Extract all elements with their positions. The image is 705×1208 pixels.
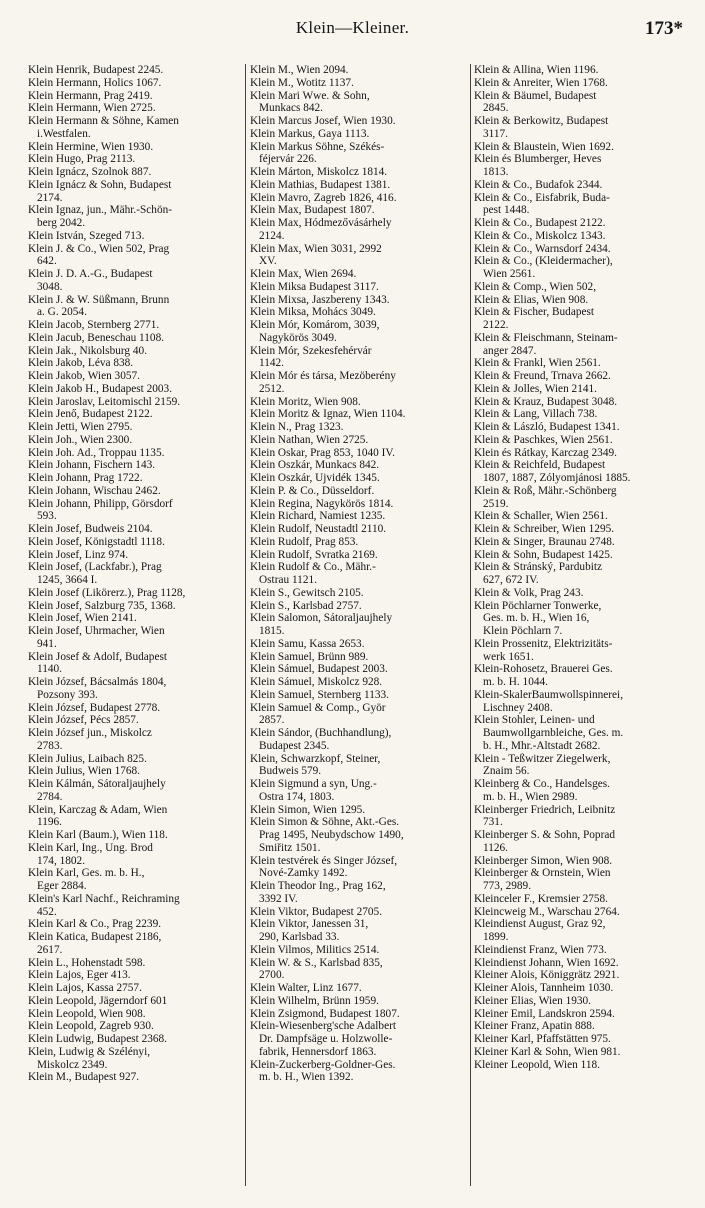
directory-entry-line: Kleiner Karl, Pfaffstätten 975.: [474, 1033, 611, 1045]
directory-entry-line: Klein S., Gewitsch 2105.: [250, 586, 364, 599]
directory-entry-line: Klein Mathias, Budapest 1381.: [250, 178, 391, 191]
directory-entry-line: Klein Leopold, Wien 908.: [28, 1007, 146, 1020]
directory-entry-line: 1142.: [259, 357, 284, 370]
directory-entry-line: Klein & Schaller, Wien 2561.: [474, 510, 608, 523]
directory-entry-line: Klein N., Prag 1323.: [250, 421, 344, 433]
directory-entry-line: Kleinberger & Ornstein, Wien: [474, 867, 611, 880]
directory-entry-line: Ostra 174, 1803.: [259, 790, 335, 803]
directory-entry-line: Klein Leopold, Zagreb 930.: [28, 1020, 154, 1033]
directory-entry-line: Klein & Lang, Villach 738.: [474, 408, 598, 421]
directory-entry-line: Klein Josef, Königstadtl 1118.: [28, 535, 165, 548]
entries-column-1: [28, 64, 240, 1084]
directory-entry-line: Klein & Co., Eisfabrik, Buda-: [474, 191, 610, 204]
directory-entry-line: Klein Ludwig, Budapest 2368.: [28, 1033, 167, 1045]
directory-entry-line: Nové-Zamky 1492.: [259, 867, 348, 880]
directory-entry-line: Klein W. & S., Karlsbad 835,: [250, 956, 383, 969]
directory-entry-line: Kleiner Leopold, Wien 118.: [474, 1058, 600, 1071]
directory-entry-line: Klein, Schwarzkopf, Steiner,: [250, 752, 381, 765]
directory-entry-line: Klein & Freund, Trnava 2662.: [474, 370, 611, 382]
directory-entry-line: Klein Pöchlarner Tonwerke,: [474, 599, 602, 612]
directory-entry-line: Lischney 2408.: [483, 701, 553, 714]
directory-entry-line: Klein - Teßwitzer Ziegelwerk,: [474, 752, 611, 765]
directory-entry-line: Smiřitz 1501.: [259, 841, 321, 854]
directory-entry-line: Klein M., Budapest 927.: [28, 1071, 140, 1084]
directory-entry-line: Klein Moritz, Wien 908.: [250, 395, 361, 408]
directory-entry-line: Klein Ignácz, Szolnok 887.: [28, 166, 152, 178]
directory-entry-line: Kleiner Franz, Apatin 888.: [474, 1020, 595, 1033]
directory-entry-line: 2174.: [37, 191, 63, 204]
directory-entry-line: Klein & Krauz, Budapest 3048.: [474, 395, 618, 408]
directory-entry-line: Munkacs 842.: [259, 102, 324, 115]
directory-entry-line: Klein Hermann & Söhne, Kamen: [28, 115, 179, 127]
directory-entry-line: Klein Leopold, Jägerndorf 601: [28, 994, 168, 1007]
directory-entry-line: Klein Josef, Uhrmacher, Wien: [28, 625, 165, 637]
directory-entry-line: Klein Prossenitz, Elektrizitäts-: [474, 637, 613, 650]
directory-entry-line: Klein & Anreiter, Wien 1768.: [474, 76, 608, 89]
directory-entry-line: Znaim 56.: [483, 765, 530, 778]
directory-entry-line: Klein Samuel, Brünn 989.: [250, 650, 369, 663]
directory-entry-line: i.Westfalen.: [37, 127, 91, 140]
directory-entry-line: 452.: [37, 905, 57, 918]
directory-entry-line: Ostrau 1121.: [259, 574, 317, 586]
directory-entry-line: Klein Markus, Gaya 1113.: [250, 127, 370, 140]
column-divider: [245, 64, 246, 1186]
directory-entry-line: werk 1651.: [483, 650, 534, 663]
directory-entry-line: Klein J. & W. Süßmann, Brunn: [28, 293, 170, 306]
directory-entry-line: Prag 1495, Neubydschow 1490,: [259, 829, 404, 841]
directory-entry-line: Klein Ignácz & Sohn, Budapest: [28, 178, 172, 191]
directory-entry-line: Nagykörös 3049.: [259, 331, 337, 344]
directory-entry-line: Klein & Co., Budafok 2344.: [474, 178, 603, 191]
directory-entry-line: 2700.: [259, 969, 285, 982]
directory-entry-line: 642.: [37, 255, 57, 268]
directory-entry-line: Klein & Jolles, Wien 2141.: [474, 382, 597, 395]
directory-entry-line: m. b. H. 1044.: [483, 676, 548, 688]
directory-entry-line: Klein & Stránský, Pardubitz: [474, 561, 603, 574]
page-header: [0, 18, 705, 44]
directory-entry-line: Klein Stohler, Leinen- und: [474, 714, 595, 727]
directory-entry-line: Klein J. & Co., Wien 502, Prag: [28, 242, 170, 255]
directory-entry-line: Klein-Rohosetz, Brauerei Ges.: [474, 663, 613, 676]
directory-entry-line: Klein Johann, Philipp, Görsdorf: [28, 497, 173, 510]
directory-entry-line: a. G. 2054.: [37, 306, 87, 319]
directory-entry-line: Klein Josef, Salzburg 735, 1368.: [28, 599, 176, 612]
directory-entry-line: pest 1448.: [483, 204, 530, 217]
directory-entry-line: Klein József, Budapest 2778.: [28, 701, 161, 714]
directory-entry-line: Klein Julius, Laibach 825.: [28, 752, 147, 765]
directory-entry-line: 174, 1802.: [37, 854, 86, 867]
directory-entry-line: Klein-SkalerBaumwollspinnerei,: [474, 688, 624, 701]
directory-entry-line: 2122.: [483, 319, 509, 331]
directory-entry-line: Klein & Singer, Braunau 2748.: [474, 535, 615, 548]
directory-entry-line: Klein Lajos, Kassa 2757.: [28, 982, 142, 994]
directory-entry-line: Klein Hermine, Wien 1930.: [28, 140, 154, 153]
directory-entry-line: Klein Hermann, Wien 2725.: [28, 102, 156, 115]
directory-entry-line: 2783.: [37, 739, 63, 752]
directory-entry-line: Dr. Dampfsäge u. Holzwolle-: [259, 1033, 393, 1045]
directory-entry-line: Klein és Blumberger, Heves: [474, 153, 602, 166]
directory-entry-line: Klein Zsigmond, Budapest 1807.: [250, 1007, 400, 1020]
directory-entry-line: Klein Oszkár, Munkacs 842.: [250, 459, 380, 472]
directory-entry-line: Klein & Co., Warnsdorf 2434.: [474, 242, 611, 255]
directory-entry-line: Klein Josef, (Lackfabr.), Prag: [28, 561, 162, 574]
directory-entry-line: Klein Karl, Ges. m. b. H.,: [28, 867, 145, 880]
directory-entry-line: Klein Jakob, Wien 3057.: [28, 370, 140, 382]
directory-entry-line: Klein Mór és társa, Mezöberény: [250, 370, 396, 382]
directory-entry-line: m. b. H., Wien 2989.: [483, 790, 578, 803]
directory-entry-line: Klein Richard, Namiest 1235.: [250, 510, 386, 523]
directory-entry-line: Klein Johann, Wischau 2462.: [28, 484, 161, 497]
directory-entry-line: Klein Jacub, Beneschau 1108.: [28, 331, 165, 344]
directory-entry-line: m. b. H., Wien 1392.: [259, 1071, 354, 1084]
directory-entry-line: Klein Henrik, Budapest 2245.: [28, 64, 164, 76]
directory-entry-line: Klein Ignaz, jun., Mähr.-Schön-: [28, 204, 173, 217]
directory-entry-line: Klein & Bäumel, Budapest: [474, 89, 597, 102]
directory-entry-line: Kleinberg & Co., Handelsges.: [474, 778, 610, 790]
directory-entry-line: Klein Hermann, Holics 1067.: [28, 76, 162, 89]
directory-entry-line: Klein Karl (Baum.), Wien 118.: [28, 829, 168, 841]
directory-entry-line: Klein Hugo, Prag 2113.: [28, 153, 136, 166]
entries-column-3: [474, 64, 689, 1071]
directory-entry-line: 773, 2989.: [483, 880, 532, 892]
directory-entry-line: Klein & Berkowitz, Budapest: [474, 115, 609, 127]
directory-entry-line: Klein & Paschkes, Wien 2561.: [474, 433, 613, 446]
directory-entry-line: Klein S., Karlsbad 2757.: [250, 599, 362, 612]
directory-entry-line: Klein Rudolf, Svratka 2169.: [250, 548, 378, 561]
directory-entry-line: Klein Josef (Likörerz.), Prag 1128,: [28, 586, 186, 599]
directory-entry-line: Klein Rudolf, Prag 853.: [250, 535, 359, 548]
directory-entry-line: Klein Jetti, Wien 2795.: [28, 421, 133, 433]
directory-entry-line: Klein Jak., Nikolsburg 40.: [28, 344, 148, 357]
directory-entry-line: Klein Theodor Ing., Prag 162,: [250, 880, 386, 892]
directory-entry-line: Klein-Zuckerberg-Goldner-Ges.: [250, 1058, 396, 1071]
directory-entry-line: Klein Josef, Linz 974.: [28, 548, 129, 561]
directory-entry-line: Klein, Ludwig & Szélényi,: [28, 1045, 151, 1058]
directory-entry-line: Klein Márton, Miskolcz 1814.: [250, 166, 388, 178]
directory-entry-line: Klein testvérek és Singer József,: [250, 854, 398, 867]
directory-entry-line: 3048.: [37, 280, 63, 293]
directory-entry-line: anger 2847.: [483, 344, 537, 357]
directory-entry-line: Kleiner Elias, Wien 1930.: [474, 994, 591, 1007]
directory-entry-line: Klein Mixsa, Jaszbereny 1343.: [250, 293, 390, 306]
directory-entry-line: féjervár 226.: [259, 153, 317, 166]
directory-entry-line: Wien 2561.: [483, 268, 536, 280]
directory-entry-line: Klein József, Bácsalmás 1804,: [28, 676, 167, 688]
directory-entry-line: 1807, 1887, Zólyomjánosi 1885.: [483, 472, 631, 484]
directory-entry-line: Klein Mór, Szekesfehérvár: [250, 344, 372, 357]
directory-entry-line: Klein Sándor, (Buchhandlung),: [250, 727, 392, 739]
directory-entry-line: Klein Regina, Nagykörös 1814.: [250, 497, 394, 510]
directory-entry-line: 593.: [37, 510, 57, 523]
directory-entry-line: Kleindienst August, Graz 92,: [474, 918, 606, 931]
directory-entry-line: berg 2042.: [37, 217, 86, 229]
directory-entry-line: fabrik, Hennersdorf 1863.: [259, 1045, 377, 1058]
directory-entry-line: Klein Sigmund a syn, Ung.-: [250, 778, 377, 790]
directory-entry-line: 2617.: [37, 943, 63, 956]
directory-entry-line: Klein Rudolf, Neustadtl 2110.: [250, 523, 387, 535]
directory-entry-line: Klein József, Pécs 2857.: [28, 714, 139, 727]
directory-entry-line: Klein & Roß, Mähr.-Schönberg: [474, 484, 617, 497]
directory-entry-line: Klein & Co., Budapest 2122.: [474, 217, 606, 229]
directory-entry-line: 1245, 3664 I.: [37, 574, 98, 586]
directory-entry-line: Kleiner Alois, Tannheim 1030.: [474, 982, 614, 994]
directory-entry-line: Klein & Frankl, Wien 2561.: [474, 357, 601, 370]
directory-entry-line: 1196.: [37, 816, 62, 829]
directory-entry-line: Klein & Reichfeld, Budapest: [474, 459, 606, 472]
directory-entry-line: 627, 672 IV.: [483, 574, 539, 586]
directory-entry-line: Klein L., Hohenstadt 598.: [28, 956, 146, 969]
directory-entry-line: Klein Max, Wien 3031, 2992: [250, 242, 382, 255]
directory-entry-line: Klein Markus Söhne, Székés-: [250, 140, 385, 153]
directory-entry-line: Klein és Rátkay, Karczag 2349.: [474, 446, 617, 459]
directory-entry-line: 1813.: [483, 166, 509, 178]
directory-entry-line: Klein Lajos, Eger 413.: [28, 969, 131, 982]
directory-entry-line: Klein P. & Co., Düsseldorf.: [250, 484, 375, 497]
directory-entry-line: Klein Sámuel, Miskolcz 928.: [250, 676, 383, 688]
directory-entry-line: Kleinberger Simon, Wien 908.: [474, 854, 613, 867]
directory-entry-line: Pozsony 393.: [37, 688, 98, 701]
directory-entry-line: Kleiner Karl & Sohn, Wien 981.: [474, 1045, 621, 1058]
directory-entry-line: Klein Mavro, Zagreb 1826, 416.: [250, 191, 397, 204]
column-divider: [470, 64, 471, 1186]
directory-entry-line: Klein Julius, Wien 1768.: [28, 765, 140, 778]
directory-entry-line: Klein & Elias, Wien 908.: [474, 293, 589, 306]
directory-entry-line: Klein Pöchlarn 7.: [483, 625, 563, 637]
directory-entry-line: Klein Katica, Budapest 2186,: [28, 931, 162, 943]
directory-entry-line: Klein Sámuel, Budapest 2003.: [250, 663, 388, 676]
directory-entry-line: 1140.: [37, 663, 62, 676]
directory-entry-line: Klein Rudolf & Co., Mähr.-: [250, 561, 376, 574]
directory-entry-line: Klein & Schreiber, Wien 1295.: [474, 523, 615, 535]
directory-entry-line: Kleincweig M., Warschau 2764.: [474, 905, 620, 918]
directory-entry-line: 2857.: [259, 714, 285, 727]
directory-entry-line: Klein Jakob H., Budapest 2003.: [28, 382, 173, 395]
directory-entry-line: Klein Wilhelm, Brünn 1959.: [250, 994, 379, 1007]
directory-entry-line: Klein Nathan, Wien 2725.: [250, 433, 369, 446]
directory-entry-line: Klein Viktor, Budapest 2705.: [250, 905, 383, 918]
directory-entry-line: Kleinberger S. & Sohn, Poprad: [474, 829, 615, 841]
directory-entry-line: Klein István, Szeged 713.: [28, 229, 145, 242]
directory-entry-line: Budweis 579.: [259, 765, 322, 778]
directory-entry-line: Kleinberger Friedrich, Leibnitz: [474, 803, 616, 816]
directory-entry-line: 3117.: [483, 127, 508, 140]
directory-entry-line: Klein Oszkár, Ujvidék 1345.: [250, 472, 380, 484]
directory-entry-line: Klein Jaroslav, Leitomischl 2159.: [28, 395, 181, 408]
directory-entry-line: Baumwollgarnbleiche, Ges. m.: [483, 727, 624, 739]
directory-entry-line: 2519.: [483, 497, 509, 510]
directory-entry-line: Kleindienst Johann, Wien 1692.: [474, 956, 619, 969]
directory-entry-line: Klein & Blaustein, Wien 1692.: [474, 140, 614, 153]
directory-entry-line: Klein Max, Wien 2694.: [250, 268, 357, 280]
directory-entry-line: Klein's Karl Nachf., Reichraming: [28, 892, 180, 905]
directory-entry-line: Kleiner Alois, Königgrätz 2921.: [474, 969, 620, 982]
directory-entry-line: b. H., Mhr.-Altstadt 2682.: [483, 739, 601, 752]
directory-entry-line: Klein Samuel & Comp., Györ: [250, 701, 386, 714]
directory-entry-line: Klein & Comp., Wien 502,: [474, 280, 597, 293]
directory-entry-line: 941.: [37, 637, 57, 650]
directory-entry-line: Klein Karl & Co., Prag 2239.: [28, 918, 162, 931]
directory-entry-line: Klein Joh. Ad., Troppau 1135.: [28, 446, 165, 459]
directory-entry-line: Eger 2884.: [37, 880, 87, 892]
directory-entry-line: 1899.: [483, 931, 509, 943]
directory-entry-line: 1815.: [259, 625, 285, 637]
directory-entry-line: Klein Viktor, Janessen 31,: [250, 918, 369, 931]
directory-entry-line: Klein Simon, Wien 1295.: [250, 803, 366, 816]
directory-entry-line: Klein Joh., Wien 2300.: [28, 433, 133, 446]
directory-entry-line: Klein Miksa, Mohács 3049.: [250, 306, 376, 319]
directory-entry-line: Klein Mór, Komárom, 3039,: [250, 319, 380, 331]
directory-entry-line: Klein Oskar, Prag 853, 1040 IV.: [250, 446, 395, 459]
directory-entry-line: Ges. m. b. H., Wien 16,: [483, 612, 590, 625]
directory-entry-line: 3392 IV.: [259, 892, 298, 905]
directory-entry-line: 290, Karlsbad 33.: [259, 931, 340, 943]
directory-entry-line: Klein & Volk, Prag 243.: [474, 586, 584, 599]
directory-entry-line: Budapest 2345.: [259, 739, 330, 752]
directory-entry-line: Klein M., Wotitz 1137.: [250, 76, 354, 89]
directory-entry-line: Klein-Wiesenberg'sche Adalbert: [250, 1020, 396, 1033]
directory-entry-line: Klein & Fischer, Budapest: [474, 306, 595, 319]
directory-entry-line: Klein & Co., Miskolcz 1343.: [474, 229, 606, 242]
directory-entry-line: Klein & Co., (Kleidermacher),: [474, 255, 613, 268]
directory-entry-line: Klein Jenő, Budapest 2122.: [28, 408, 153, 421]
directory-entry-line: Klein Moritz & Ignaz, Wien 1104.: [250, 408, 406, 421]
directory-entry-line: Klein Josef & Adolf, Budapest: [28, 650, 167, 663]
directory-entry-line: Klein Johann, Prag 1722.: [28, 472, 143, 484]
directory-entry-line: Klein Karl, Ing., Ung. Brod: [28, 841, 153, 854]
directory-entry-line: 2784.: [37, 790, 63, 803]
directory-entry-line: Klein Miksa Budapest 3117.: [250, 280, 379, 293]
directory-entry-line: Klein Simon & Söhne, Akt.-Ges.: [250, 816, 400, 829]
directory-entry-line: Klein Samuel, Sternberg 1133.: [250, 688, 389, 701]
directory-entry-line: 2124.: [259, 229, 285, 242]
directory-entry-line: Klein & Sohn, Budapest 1425.: [474, 548, 613, 561]
directory-entry-line: Klein Hermann, Prag 2419.: [28, 89, 153, 102]
directory-entry-line: Klein József jun., Miskolcz: [28, 727, 152, 739]
directory-entry-line: Klein Johann, Fischern 143.: [28, 459, 156, 472]
entries-column-2: [250, 64, 468, 1084]
directory-entry-line: Miskolcz 2349.: [37, 1058, 108, 1071]
directory-entry-line: Klein & Allina, Wien 1196.: [474, 64, 599, 76]
directory-entry-line: Klein Mari Wwe. & Sohn,: [250, 89, 370, 102]
directory-entry-line: Klein, Karczag & Adam, Wien: [28, 803, 168, 816]
directory-entry-line: 2512.: [259, 382, 285, 395]
directory-entry-line: 2845.: [483, 102, 509, 115]
directory-entry-line: Klein Marcus Josef, Wien 1930.: [250, 115, 396, 127]
directory-entry-line: Klein Josef, Budweis 2104.: [28, 523, 153, 535]
directory-entry-line: Klein Samu, Kassa 2653.: [250, 637, 365, 650]
directory-entry-line: Klein Jakob, Léva 838.: [28, 357, 134, 370]
directory-entry-line: Klein & László, Budapest 1341.: [474, 421, 620, 433]
directory-entry-line: Klein Salomon, Sátoraljaujhely: [250, 612, 393, 625]
directory-entry-line: Klein M., Wien 2094.: [250, 64, 349, 76]
directory-entry-line: Kleinceler F., Kremsier 2758.: [474, 892, 608, 905]
directory-entry-line: Klein & Fleischmann, Steinam-: [474, 331, 618, 344]
directory-entry-line: Klein Vilmos, Militics 2514.: [250, 943, 380, 956]
directory-entry-line: Klein J. D. A.-G., Budapest: [28, 268, 153, 280]
page-number: 173*: [645, 18, 683, 39]
directory-entry-line: Kleindienst Franz, Wien 773.: [474, 943, 607, 956]
directory-entry-line: Klein Josef, Wien 2141.: [28, 612, 137, 625]
directory-entry-line: Kleiner Emil, Landskron 2594.: [474, 1007, 615, 1020]
directory-entry-line: 1126.: [483, 841, 508, 854]
directory-entry-line: Klein Jacob, Sternberg 2771.: [28, 319, 160, 331]
directory-entry-line: Klein Kálmán, Sátoraljaujhely: [28, 778, 166, 790]
directory-entry-line: XV.: [259, 255, 277, 268]
directory-entry-line: Klein Max, Budapest 1807.: [250, 204, 375, 217]
directory-entry-line: Klein Walter, Linz 1677.: [250, 982, 362, 994]
directory-entry-line: Klein Max, Hódmezővásárhely: [250, 217, 392, 229]
running-head: Klein—Kleiner.: [295, 18, 410, 37]
directory-entry-line: 731.: [483, 816, 503, 829]
